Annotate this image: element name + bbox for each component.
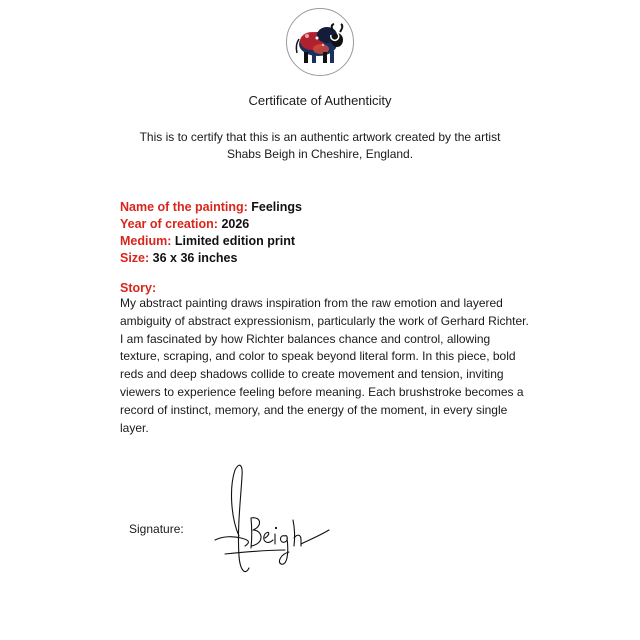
detail-year: Year of creation: 2026	[120, 217, 250, 231]
handwritten-signature	[205, 458, 335, 588]
story-text: My abstract painting draws inspiration from the raw emotion and layered ambiguity of abstract expressionism, particularly the work of Gerhard Richter. I am fascinated by how Richter balances chance and control, allowing texture, scraping, and color to speak beyond literal form. In this piece, bold reds and deep shadows collide to create movement and tension, inviting viewers to experience feeling before meaning. Each brushstroke becomes a record of instinct, memory, and the energy of the moment, in every single layer.	[120, 296, 529, 435]
bull-logo	[286, 8, 354, 76]
detail-value: Feelings	[251, 200, 302, 214]
detail-label: Year of creation	[120, 217, 214, 231]
detail-label: Name of the painting	[120, 200, 244, 214]
certificate-title: Certificate of Authenticity	[248, 93, 392, 108]
detail-label: Size	[120, 251, 146, 265]
detail-value: 36 x 36 inches	[152, 251, 238, 265]
detail-medium: Medium: Limited edition print	[120, 234, 296, 248]
intro-line-2: Shabs Beigh in Cheshire, England.	[226, 147, 414, 161]
certificate-intro	[100, 129, 540, 163]
detail-size: Size: 36 x 36 inches	[120, 251, 238, 265]
signature-label: Signature:	[129, 522, 184, 536]
intro-line-1: This is to certify that this is an authentic artwork created by the artist	[139, 130, 501, 144]
detail-value: Limited edition print	[174, 234, 296, 248]
artwork-details	[120, 199, 302, 267]
detail-name: Name of the painting: Feelings	[120, 200, 302, 214]
bull-painting-logo-icon	[287, 9, 353, 75]
detail-label: Medium	[120, 234, 168, 248]
detail-value: 2026	[221, 217, 250, 231]
story-heading: Story:	[120, 281, 157, 295]
